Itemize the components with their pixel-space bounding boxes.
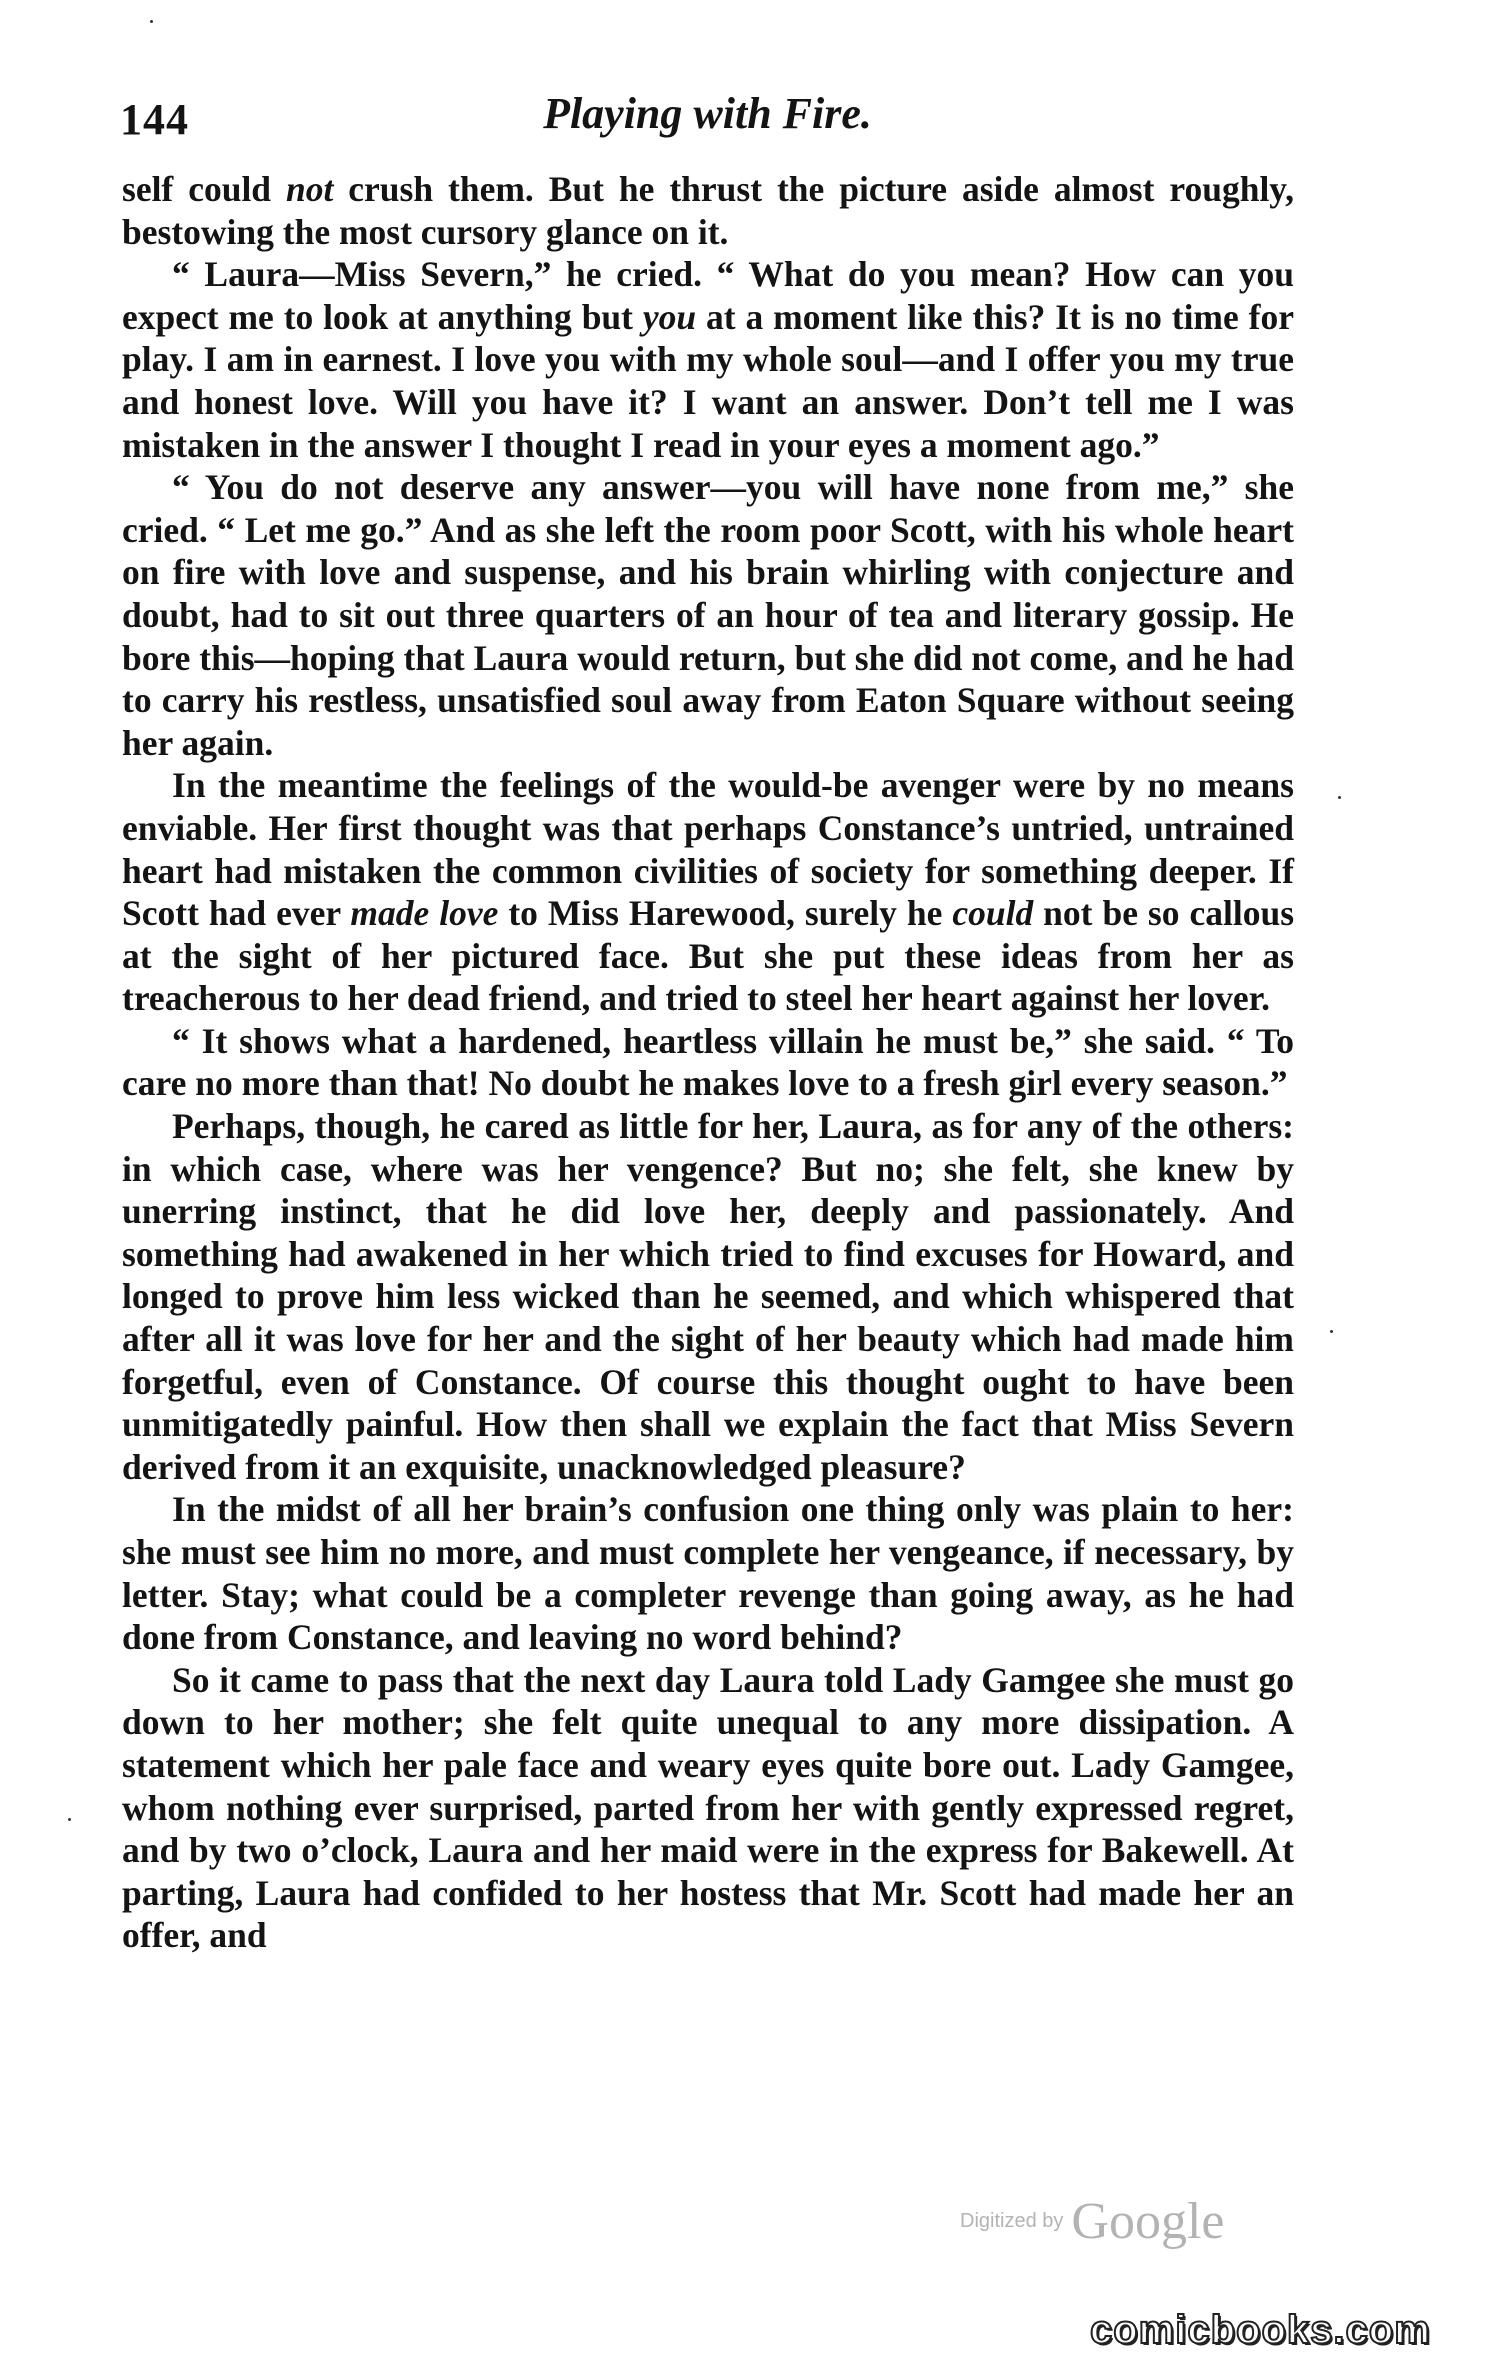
paragraph (122, 764, 1294, 1020)
text-run: self could (122, 169, 286, 209)
paragraph (122, 466, 1294, 764)
text-run: to Miss Harewood, surely he (498, 893, 953, 934)
paragraph (122, 1020, 1294, 1105)
text-run: In the midst of all her brain’s confusion one thing only was plain to her: she must see him no more, and must complete her vengeance, if necessary, by letter. Stay; what could be a completer revenge than going away, as he had done from Constance, and leaving no word behind? (122, 1489, 1294, 1658)
text-run: “ You do not deserve any answer—you will have none from me,” she cried. “ Let me go.” And as she left the room poor Scott, with his whole heart on fire with love and suspense, and his brain whirling with conjecture and doubt, had to sit out three quarters of an hour of tea and literary gossip. He bore this—hoping that Laura would return, but she did not come, and he had to carry his restless, unsatisfied soul away from Eaton Square without seeing her again. (122, 467, 1294, 763)
digitized-by-label: Digitized by (960, 2210, 1064, 2232)
page-header (120, 88, 1295, 158)
print-speck (1338, 796, 1341, 799)
paragraph (122, 1105, 1294, 1488)
paragraph (122, 1659, 1294, 1957)
text-run: So it came to pass that the next day Laura told Lady Gamgee she must go down to her mother; she felt quite unequal to any more dissipation. A statement which her pale face and weary eyes quite bore out. Lady Gamgee, whom nothing ever surprised, parted from her with gently expressed regret, and by two o’clock, Laura and her maid were in the express for Bakewell. At parting, Laura had confided to her hostess that Mr. Scott had made her an offer, and (122, 1659, 1294, 1956)
print-speck (68, 1818, 71, 1821)
site-watermark: comicbooks.com (1090, 2308, 1431, 2352)
text-run: “ Laura—Miss Severn,” he cried. “ What do you mean? How can you expect me to look at anything but (122, 254, 1294, 337)
page-number: 144 (120, 95, 189, 144)
italic-emphasis: not (285, 169, 334, 209)
body-text (122, 168, 1294, 1957)
italic-emphasis: could (952, 893, 1034, 934)
paragraph (122, 253, 1294, 466)
text-run: In the meantime the feelings of the would-be avenger were by no means enviable. Her first thought was that perhaps Constance’s untried, untrained heart had mistaken the common civilities of society for something deeper. If Scott had ever (122, 765, 1294, 934)
text-run: Perhaps, though, he cared as little for her, Laura, as for any of the others: in which case, where was her vengence? But no; she felt, she knew by unerring instinct, that he did love her, deeply and passionately. And something had awakened in her which tried to find excuses for Howard, and longed to prove him less wicked than he seemed, and which whispered that after all it was love for her and the sight of her beauty which had made him forgetful, even of Constance. Of course this thought ought to have been unmitigatedly painful. How then shall we explain the fact that Miss Severn derived from it an exquisite, unacknowledged pleasure? (122, 1106, 1294, 1487)
text-run: at a moment like this? It is no time for play. I am in earnest. I love you with my whole soul—and I offer you my true and honest love. Will you have it? I want an answer. Don’t tell me I was mistaken in the answer I thought I read in your eyes a moment ago.” (122, 296, 1294, 465)
italic-emphasis: made love (350, 893, 499, 934)
print-speck (150, 20, 153, 23)
paragraph (122, 1488, 1294, 1658)
text-run: crush them. But he thrust the picture aside almost roughly, bestowing the most cursory glance on it. (122, 169, 1294, 252)
digitized-by-google-watermark (960, 2192, 1290, 2252)
google-logo-text: Google (1071, 2193, 1225, 2250)
text-run: not be so callous at the sight of her pictured face. But she put these ideas from her as treacherous to her dead friend, and tried to steel her heart against her lover. (122, 893, 1295, 1019)
text-run: “ It shows what a hardened, heartless villain he must be,” she said. “ To care no more than that! No doubt he makes love to a fresh girl every season.” (122, 1020, 1294, 1104)
print-speck (1330, 1330, 1333, 1333)
italic-emphasis: you (642, 296, 697, 337)
paragraph (122, 168, 1294, 253)
running-title: Playing with Fire. (543, 89, 872, 138)
